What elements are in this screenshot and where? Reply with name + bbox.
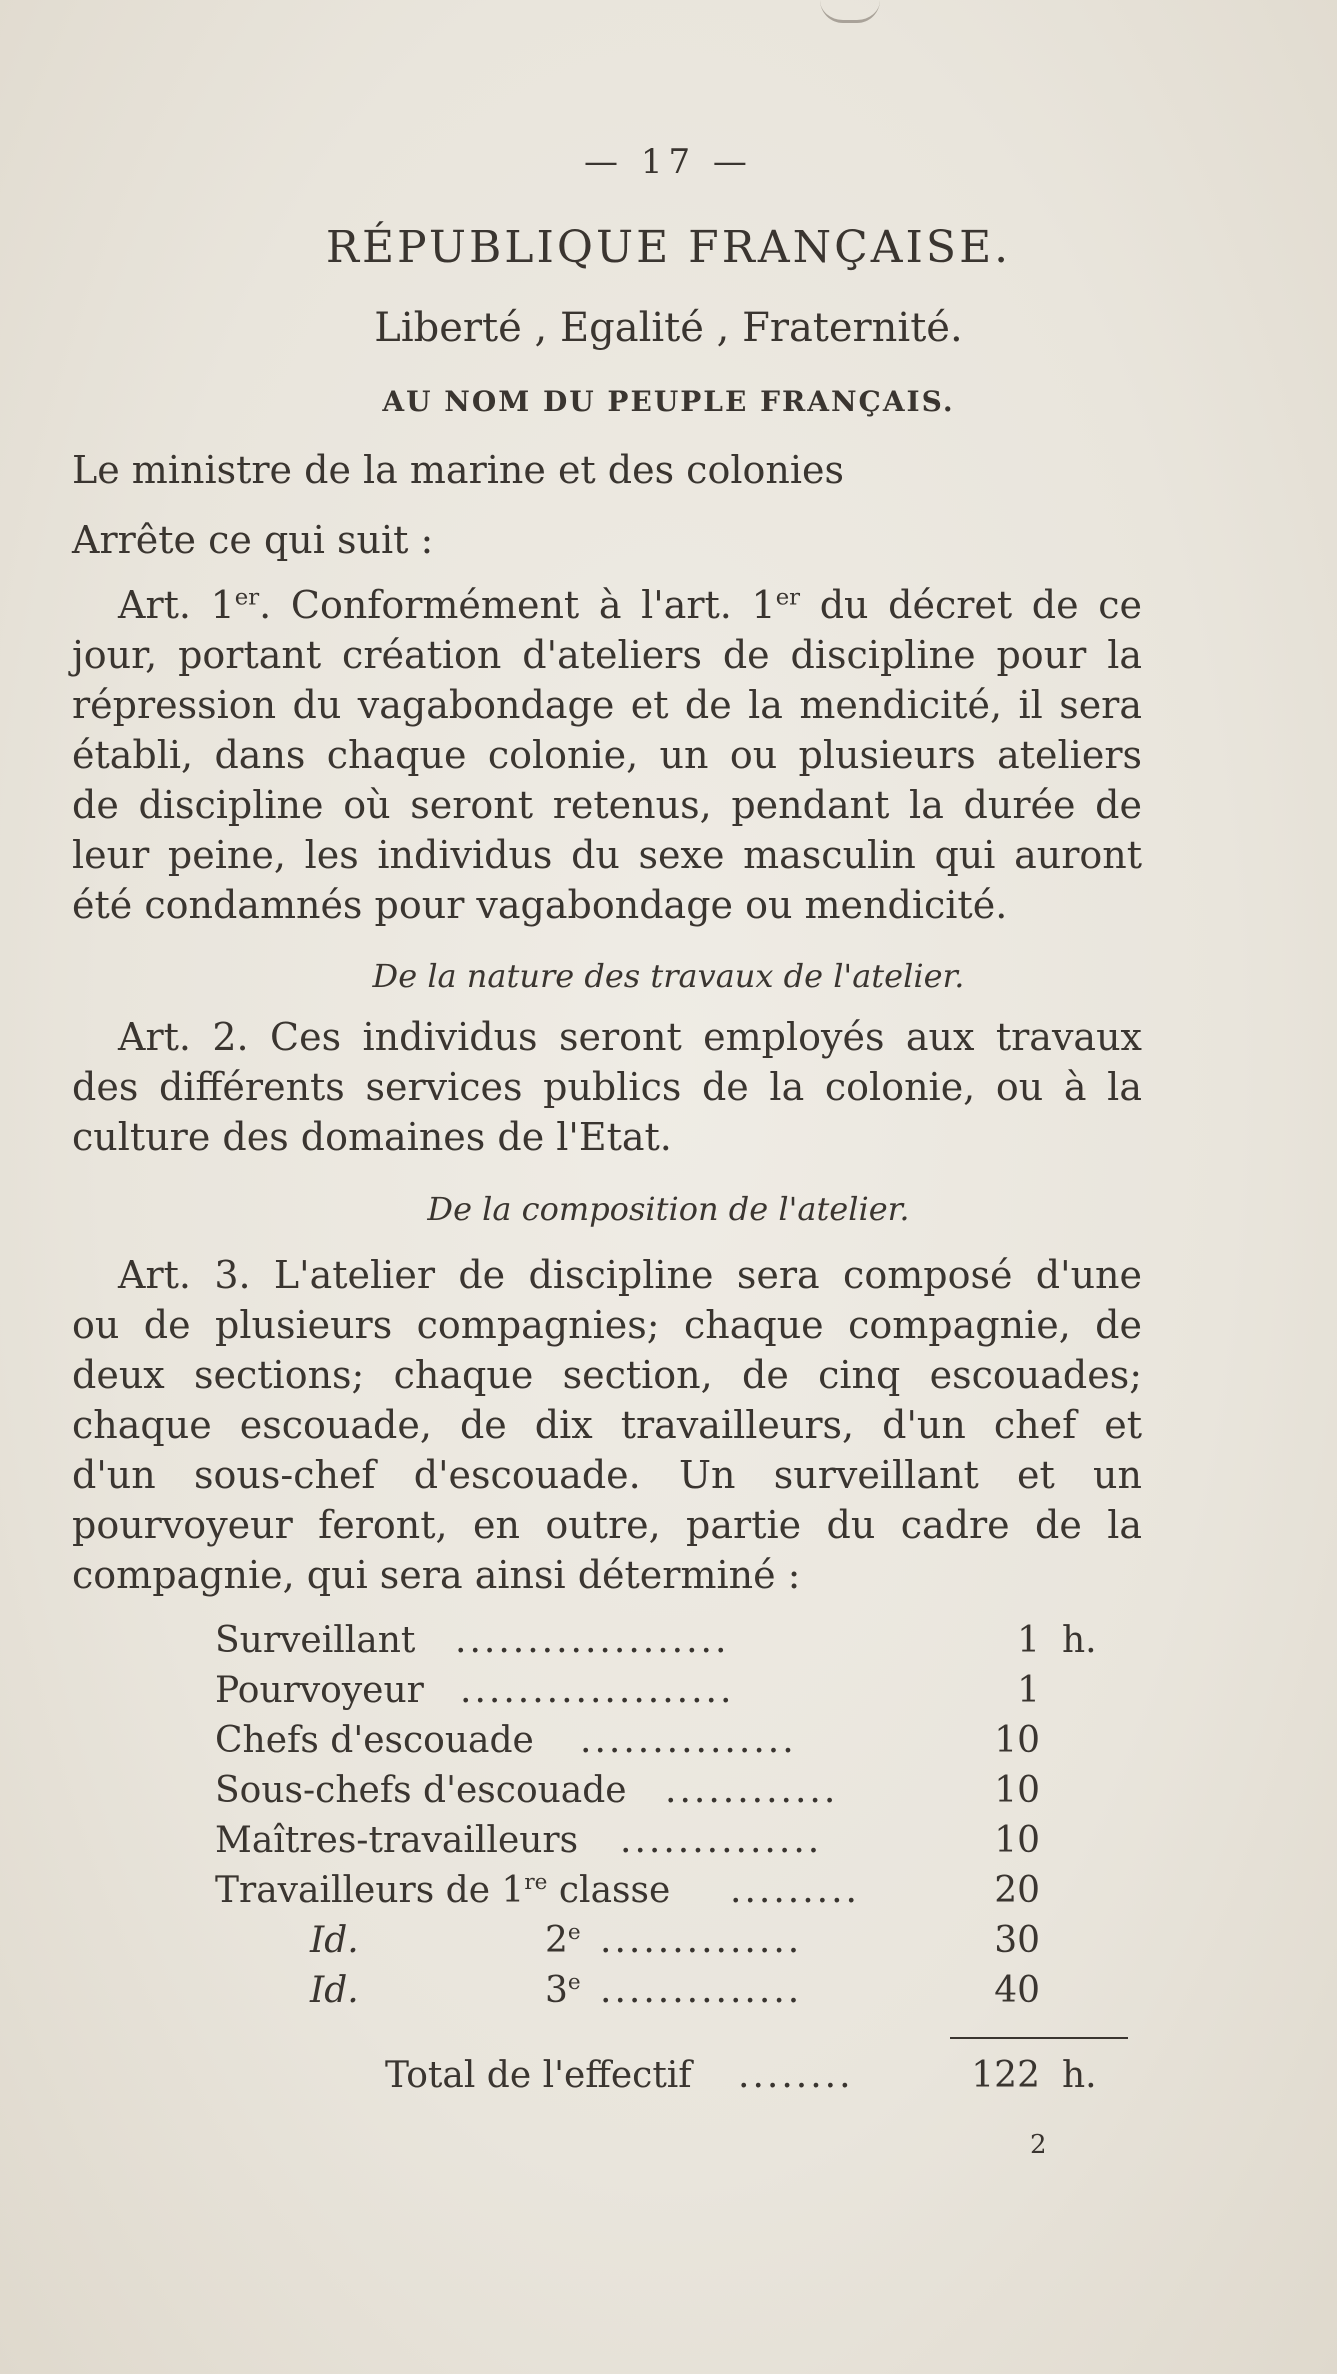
section-heading: De la nature des travaux de l'atelier. [372, 957, 965, 995]
art2-line: des différents services publics de la colonie, ou à la [72, 1065, 1142, 1109]
row-value: 10 [994, 1820, 1040, 1861]
art3-line: d'un sous-chef d'escouade. Un surveillant et un [72, 1453, 1142, 1497]
art1-line: été condamnés pour vagabondage ou mendicité. [72, 883, 1008, 927]
section-heading: De la composition de l'atelier. [427, 1190, 910, 1228]
row-value: 30 [994, 1920, 1040, 1961]
row-value: 40 [994, 1970, 1040, 2011]
leader-dots: .............. [600, 1970, 803, 2011]
leader-dots: ........ [738, 2055, 854, 2096]
preamble-line: Arrête ce qui suit : [72, 518, 434, 562]
row-unit: h. [1062, 1620, 1097, 1661]
art1-line: leur peine, les individus du sexe masculin qui auront [72, 833, 1142, 877]
row-value: 10 [994, 1720, 1040, 1761]
art2-line: Art. 2. Ces individus seront employés aux travaux [118, 1015, 1142, 1059]
art3-line: deux sections; chaque section, de cinq escouades; [72, 1353, 1142, 1397]
leader-dots: ................... [460, 1670, 735, 1711]
art3-line: chaque escouade, de dix travailleurs, d'un chef et [72, 1403, 1142, 1447]
total-unit: h. [1062, 2055, 1097, 2096]
art1-line: jour, portant création d'ateliers de discipline pour la [72, 633, 1142, 677]
row-value: 20 [994, 1870, 1040, 1911]
heading-au-nom: AU NOM DU PEUPLE FRANÇAIS. [382, 385, 955, 418]
leader-dots: ......... [730, 1870, 860, 1911]
row-column-number: 3e [545, 1970, 581, 2011]
row-value: 1 [1017, 1620, 1040, 1661]
row-label: Id. [310, 1970, 359, 2011]
leader-dots: ............ [665, 1770, 839, 1811]
page-number: — 17 — [584, 142, 753, 182]
row-label: Travailleurs de 1re classe [215, 1870, 671, 1911]
art1-line: de discipline où seront retenus, pendant la durée de [72, 783, 1142, 827]
total-label: Total de l'effectif [385, 2055, 692, 2096]
art3-line: ou de plusieurs compagnies; chaque compagnie, de [72, 1303, 1142, 1347]
heading-republique: RÉPUBLIQUE FRANÇAISE. [325, 222, 1012, 273]
row-label: Id. [310, 1920, 359, 1961]
art1-line: répression du vagabondage et de la mendicité, il sera [72, 683, 1142, 727]
leader-dots: .............. [620, 1820, 823, 1861]
row-value: 10 [994, 1770, 1040, 1811]
art1-line: Art. 1er. Conformément à l'art. 1er du décret de ce [118, 583, 1142, 627]
art3-line: pourvoyeur feront, en outre, partie du cadre de la [72, 1503, 1142, 1547]
leader-dots: ............... [580, 1720, 797, 1761]
art3-line: Art. 3. L'atelier de discipline sera composé d'une [118, 1253, 1142, 1297]
row-label: Sous-chefs d'escouade [215, 1770, 627, 1811]
row-label: Surveillant [215, 1620, 416, 1661]
row-value: 1 [1017, 1670, 1040, 1711]
total-rule [950, 2037, 1128, 2039]
total-value: 122 [971, 2055, 1040, 2096]
art3-line: compagnie, qui sera ainsi déterminé : [72, 1553, 801, 1597]
row-column-number: 2e [545, 1920, 581, 1961]
page-tear-mark [820, 0, 880, 23]
heading-devise: Liberté , Egalité , Fraternité. [374, 305, 963, 351]
art1-line: établi, dans chaque colonie, un ou plusieurs ateliers [72, 733, 1142, 777]
leader-dots: .............. [600, 1920, 803, 1961]
leader-dots: ................... [455, 1620, 730, 1661]
row-label: Maîtres-travailleurs [215, 1820, 579, 1861]
row-label: Chefs d'escouade [215, 1720, 534, 1761]
preamble-line: Le ministre de la marine et des colonies [72, 448, 844, 492]
signature-mark: 2 [1030, 2130, 1047, 2160]
art2-line: culture des domaines de l'Etat. [72, 1115, 672, 1159]
row-label: Pourvoyeur [215, 1670, 424, 1711]
